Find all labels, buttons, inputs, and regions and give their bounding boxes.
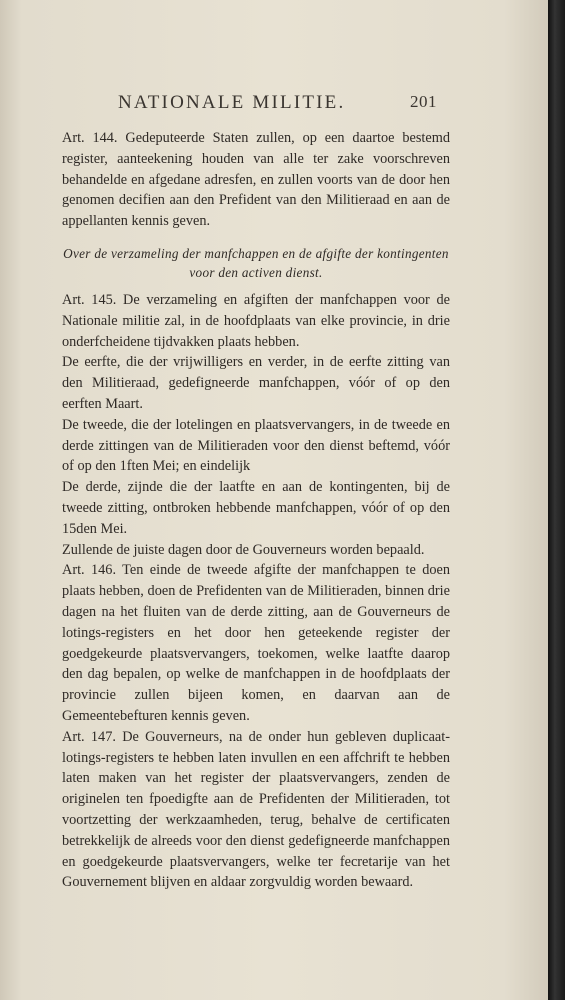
article-144: Art. 144. Gedeputeerde Staten zullen, op een daartoe bestemd register, aanteekening houden van alle ter zake voorschreven behandelde en afgedane adresfen, en zullen voorts van de door hen genomen decifien aan den Prefident van den Militieraad en aan de appellanten kennis geven.	[62, 130, 450, 230]
article-146: Art. 146. Ten einde de tweede afgifte der manfchappen te doen plaats hebben, doen de Prefidenten van de Militieraden, binnen drie dagen na het fluiten van de derde zitting, aan de Gouverneurs de lotings-registers en het door hen geteekende register der goedgekeurde plaatsvervangers, toekomen, welke laatfte daarop den dag bepalen, op welke de manfchappen in de hoofdplaats der provincie zullen bijeen komen, en daarvan aan de Gemeentebefturen kennis geven.	[62, 562, 450, 724]
paragraph-eerste: De eerfte, die der vrijwilligers en verder, in de eerfte zitting van den Militieraad, gedefigneerde manfchappen, vóór of op den eerften Maart.	[62, 354, 450, 412]
scan-edge	[548, 0, 565, 1000]
paragraph-derde: De derde, zijnde die der laatfte en aan de kontingenten, bij de tweede zitting, ontbroken hebbende manfchappen, vóór of op den 15den Mei.	[62, 479, 450, 537]
article-145: Art. 145. De verzameling en afgiften der manfchappen voor de Nationale militie zal, in de hoofdplaats van elke provincie, in drie onderfcheidene tijdvakken plaats hebben.	[62, 291, 450, 350]
body-text	[62, 128, 450, 893]
page-number: 201	[410, 92, 437, 111]
paragraph-zullende: Zullende de juiste dagen door de Gouverneurs worden bepaald.	[62, 541, 425, 558]
running-header: NATIONALE MILITIE.	[118, 92, 346, 113]
section-heading: Over de verzameling der manfchappen en de afgifte der kontingenten voor den activen dienst.	[63, 245, 449, 280]
article-147: Art. 147. De Gouverneurs, na de onder hun gebleven duplicaat-lotings-registers te hebben laten invullen en een affchrift te hebben laten maken van het register der plaatsvervangers, zenden de originelen ten fpoedigfte aan de Prefidenten der Militieraden, tot voortzetting der werkzaamheden, terug, behalve de certificaten betrekkelijk de alreeds voor den dienst gedefigneerde manfchappen en goedgekeurde plaatsvervangers, welke ter fecretarije van het Gouvernement blijven en aldaar zorgvuldig worden bewaard.	[62, 728, 450, 891]
paragraph-tweede: De tweede, die der lotelingen en plaatsvervangers, in de tweede en derde zittingen van de Militieraden voor den dienst beftemd, vóór of op den 1ften Mei; en eindelijk	[62, 416, 450, 475]
